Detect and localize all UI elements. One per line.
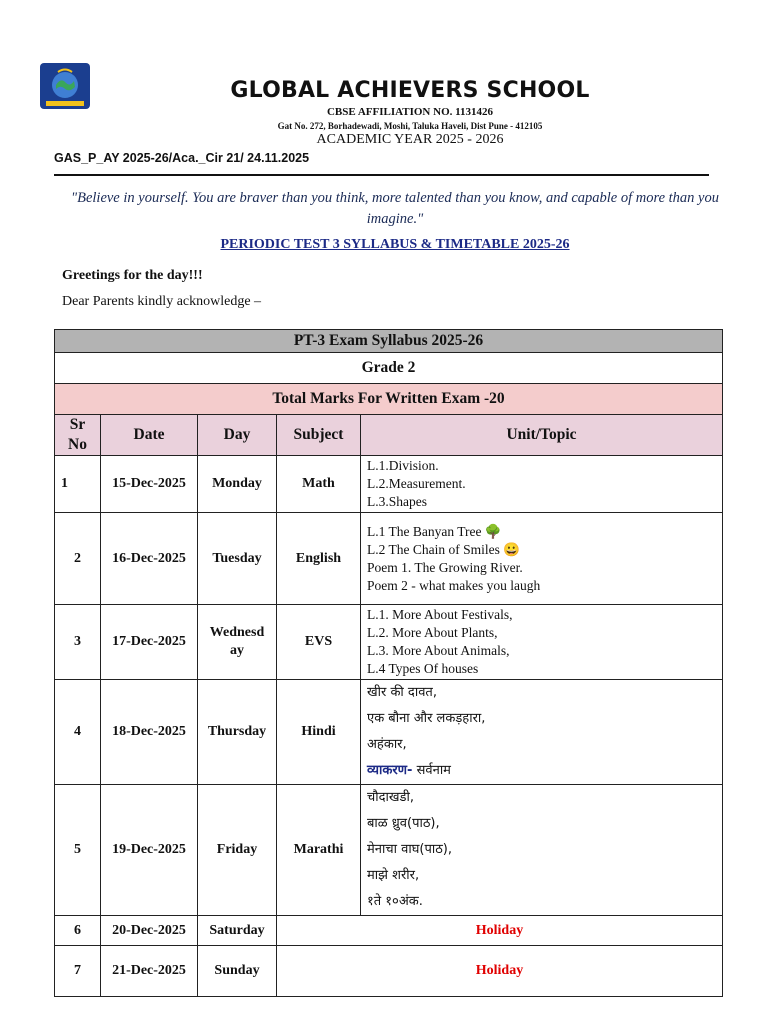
cell-srno: 3: [55, 605, 101, 680]
cell-srno: 6: [55, 916, 101, 946]
table-row: [55, 946, 723, 997]
topic-line: खीर की दावत,: [367, 685, 437, 700]
col-topic: Unit/Topic: [361, 415, 723, 456]
topic-line: मेनाचा वाघ(पाठ),: [367, 842, 452, 857]
circular-reference: GAS_P_AY 2025-26/Aca._Cir 21/ 24.11.2025: [54, 151, 310, 165]
topic-line: बाळ ध्रुव(पाठ),: [367, 816, 440, 831]
cell-srno: 5: [55, 785, 101, 916]
topic-line: L.1 The Banyan Tree 🌳: [367, 523, 502, 539]
affiliation-number: CBSE AFFILIATION NO. 1131426: [326, 106, 494, 118]
topic-line: चौदाखडी,: [367, 790, 414, 805]
col-date: Date: [101, 415, 198, 456]
cell-srno: 1: [55, 456, 101, 513]
table-row: [55, 680, 723, 785]
table-row: [55, 605, 723, 680]
school-name: GLOBAL ACHIEVERS SCHOOL: [230, 78, 590, 103]
cell-subject: Marathi: [277, 785, 361, 916]
cell-date: 19-Dec-2025: [101, 785, 198, 916]
table-title: PT-3 Exam Syllabus 2025-26: [55, 330, 723, 353]
topic-line: अहंकार,: [367, 737, 407, 752]
cell-date: 18-Dec-2025: [101, 680, 198, 785]
column-header-row: [55, 415, 723, 456]
col-day: Day: [198, 415, 277, 456]
cell-date: 15-Dec-2025: [101, 456, 198, 513]
cell-srno: 2: [55, 513, 101, 605]
cell-subject: English: [277, 513, 361, 605]
topic-line: Poem 2 - what makes you laugh: [367, 577, 541, 593]
cell-subject: Math: [277, 456, 361, 513]
topic-line: L.2.Measurement.: [367, 476, 466, 491]
school-address: Gat No. 272, Borhadewadi, Moshi, Taluka Haveli, Dist Pune - 412105: [277, 121, 543, 131]
total-marks-heading: Total Marks For Written Exam -20: [55, 384, 723, 415]
topic-line: L.3. More About Animals,: [367, 643, 510, 658]
table-row: [55, 785, 723, 916]
cell-srno: 4: [55, 680, 101, 785]
cell-topic: [361, 785, 723, 916]
cell-topic: [361, 680, 723, 785]
cell-subject: Hindi: [277, 680, 361, 785]
cell-topic: [361, 605, 723, 680]
col-srno: Sr No: [55, 415, 101, 456]
col-subject: Subject: [277, 415, 361, 456]
topic-line: १ते १०अंक.: [367, 894, 423, 909]
grade-heading: Grade 2: [55, 353, 723, 384]
cell-day: Thursday: [198, 680, 277, 785]
topic-line: L.1. More About Festivals,: [367, 607, 513, 622]
cell-topic: [361, 513, 723, 605]
syllabus-table: [54, 329, 723, 997]
cell-topic: [361, 456, 723, 513]
cell-date: 20-Dec-2025: [101, 916, 198, 946]
greeting: Greetings for the day!!!: [62, 268, 203, 283]
cell-day: Sunday: [198, 946, 277, 997]
topic-line: L.4 Types Of houses: [367, 661, 479, 676]
header-divider: [54, 174, 709, 176]
topic-line: Poem 1. The Growing River.: [367, 559, 523, 575]
cell-day: Tuesday: [198, 513, 277, 605]
cell-srno: 7: [55, 946, 101, 997]
topic-line: माझे शरीर,: [367, 868, 420, 883]
holiday-label: Holiday: [277, 916, 723, 946]
holiday-label: Holiday: [277, 946, 723, 997]
cell-day: Friday: [198, 785, 277, 916]
grammar-value: सर्वनाम: [412, 763, 451, 778]
academic-year: ACADEMIC YEAR 2025 - 2026: [316, 132, 504, 147]
topic-line: एक बौना और लकड़हारा,: [367, 711, 486, 726]
cell-subject: EVS: [277, 605, 361, 680]
document-title: PERIODIC TEST 3 SYLLABUS & TIMETABLE 2025-26: [220, 237, 570, 252]
topic-line: L.1.Division.: [367, 458, 439, 473]
cell-date: 16-Dec-2025: [101, 513, 198, 605]
salutation: Dear Parents kindly acknowledge –: [62, 294, 262, 309]
topic-line: L.3.Shapes: [367, 494, 427, 509]
topic-line: L.2 The Chain of Smiles 😀: [367, 541, 521, 557]
topic-line: L.2. More About Plants,: [367, 625, 498, 640]
cell-date: 17-Dec-2025: [101, 605, 198, 680]
table-row: [55, 513, 723, 605]
cell-day: Monday: [198, 456, 277, 513]
topic-line: [367, 758, 716, 784]
cell-date: 21-Dec-2025: [101, 946, 198, 997]
table-row: [55, 456, 723, 513]
motivational-quote: "Believe in yourself. You are braver than you think, more talented than you know, and capable of more than you imagine.": [71, 190, 719, 227]
table-row: [55, 916, 723, 946]
cell-day: Saturday: [198, 916, 277, 946]
grammar-label: व्याकरण-: [367, 763, 413, 778]
cell-day: Wednesd ay: [198, 605, 277, 680]
